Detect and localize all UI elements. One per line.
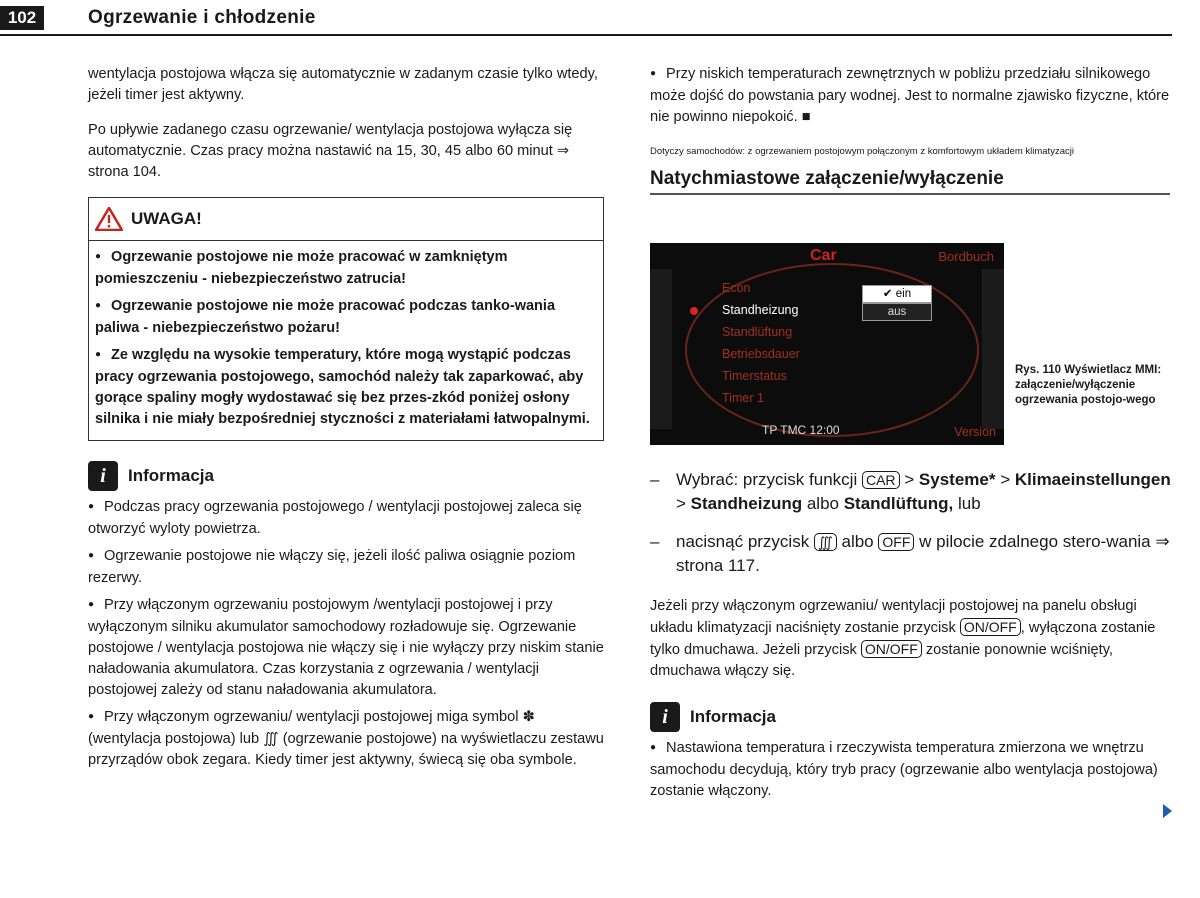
warning-item: ● Ogrzewanie postojowe nie może pracować w zamkniętym pomieszczeniu - niebezpieczeństwo zatrucia! bbox=[95, 247, 597, 290]
warning-item: ● Ogrzewanie postojowe nie może pracować podczas tanko-wania paliwa - niebezpieczeństwo pożaru! bbox=[95, 296, 597, 339]
next-page-arrow-icon bbox=[1163, 804, 1172, 818]
info-title: Informacja bbox=[690, 707, 776, 726]
mmi-option: aus bbox=[862, 303, 932, 321]
chapter-title: Ogrzewanie i chłodzenie bbox=[88, 7, 316, 28]
info-item: ● Przy włączonym ogrzewaniu/ wentylacji postojowej miga symbol ✽ (wentylacja postojowa) lub ∭ (ogrzewanie postojowe) na wyświetlaczu zestawu przyrządów obok zegara. Kiedy timer jest aktywny, świecą się oba symbole. bbox=[88, 707, 604, 771]
mmi-status: TP TMC 12:00 bbox=[762, 423, 840, 437]
display-frame bbox=[650, 269, 672, 429]
info-header bbox=[650, 702, 1172, 732]
warning-item: ● Ze względu na wysokie temperatury, które mogą wystąpić podczas pracy ogrzewania postojowego, samochód należy tak zaparkować, aby gorące spaliny mogły wydostawać się bez przes-zkód poniżej osłony silnika i nie miały bezpośredniej styczności z materiałami łatwopalnymi. bbox=[95, 345, 597, 430]
info-icon: i bbox=[650, 702, 680, 732]
info-icon: i bbox=[88, 461, 118, 491]
mmi-corner-label: Bordbuch bbox=[938, 249, 994, 264]
display-frame bbox=[982, 269, 1004, 429]
right-column bbox=[650, 64, 1170, 195]
mmi-menu-item: Timerstatus bbox=[722, 369, 787, 383]
info-item: ● Podczas pracy ogrzewania postojowego / wentylacji postojowej zaleca się otworzyć wyloty powietrza. bbox=[88, 497, 604, 540]
on-off-key: ON/OFF bbox=[960, 618, 1021, 636]
paragraph: wentylacja postojowa włącza się automatycznie w zadanym czasie tylko wtedy, jeżeli timer jest aktywny. bbox=[88, 66, 598, 103]
page-header bbox=[0, 0, 1172, 36]
page-number: 102 bbox=[0, 6, 44, 30]
off-key: OFF bbox=[878, 533, 914, 551]
on-off-key: ON/OFF bbox=[861, 640, 922, 658]
paragraph: Po upływie zadanego czasu ogrzewanie/ wentylacja postojowa wyłącza się automatycznie. Czas pracy można nastawić na 15, 30, 45 albo 60 minut ⇒ strona 104. bbox=[88, 122, 573, 180]
instruction-step: – Wybrać: przycisk funkcji CAR > Systeme* > Klimaeinstellungen > Standheizung albo Standlüftung, lub bbox=[650, 468, 1172, 516]
info-header bbox=[88, 461, 604, 491]
paragraph: ● Przy niskich temperaturach zewnętrznych w pobliżu przedziału silnikowego może dojść do powstania pary wodnej. Jest to normalne zjawisko fizyczne, które nie powinno niepokoić. ■ bbox=[650, 64, 1170, 128]
warning-header bbox=[89, 198, 603, 241]
mmi-menu-item: Standheizung bbox=[722, 303, 799, 317]
mmi-display-figure bbox=[650, 243, 1004, 445]
mmi-menu-item: Betriebsdauer bbox=[722, 347, 800, 361]
info-item: ● Ogrzewanie postojowe nie włączy się, jeżeli ilość paliwa osiągnie poziom rezerwy. bbox=[88, 546, 604, 589]
warning-icon bbox=[95, 207, 123, 231]
heater-key: ∭ bbox=[814, 533, 837, 551]
info-item: ● Nastawiona temperatura i rzeczywista temperatura zmierzona we wnętrzu samochodu decydują, który tryb pracy (ogrzewanie albo wentylacja postojowa) zostanie włączony. bbox=[650, 738, 1172, 802]
mmi-menu-item: Timer 1 bbox=[722, 391, 764, 405]
applicability-note: Dotyczy samochodów: z ogrzewaniem postojowym połączonym z komfortowym układem klimatyzacji bbox=[650, 146, 1074, 157]
car-key: CAR bbox=[862, 471, 900, 489]
warning-title: UWAGA! bbox=[131, 209, 202, 228]
instructions bbox=[650, 468, 1172, 802]
mmi-title: Car bbox=[810, 247, 837, 264]
mmi-option: ✔ ein bbox=[862, 285, 932, 303]
mmi-version: Version bbox=[954, 425, 996, 439]
paragraph: Jeżeli przy włączonym ogrzewaniu/ wentylacji postojowej na panelu obsługi układu klimatyzacji naciśnięty zostanie przycisk ON/OFF , wyłączona zostanie tylko dmuchawa. Jeżeli przycisk ON/OFF zostanie ponownie wciśnięty, dmuchawa włączy się. bbox=[650, 598, 1156, 679]
section-title: Natychmiastowe załączenie/wyłączenie bbox=[650, 168, 1170, 195]
mmi-title-bar bbox=[650, 243, 1004, 269]
selection-dot bbox=[690, 307, 698, 315]
info-title: Informacja bbox=[128, 466, 214, 485]
warning-box bbox=[88, 197, 604, 441]
mmi-menu-item: Econ bbox=[722, 281, 751, 295]
instruction-step: – nacisnąć przycisk ∭ albo OFF w pilocie zdalnego stero-wania ⇒ strona 117. bbox=[650, 530, 1172, 578]
mmi-menu-item: Standlüftung bbox=[722, 325, 793, 339]
left-column bbox=[88, 64, 604, 771]
figure-caption: Rys. 110 Wyświetlacz MMI: załączenie/wyłączenie ogrzewania postojo-wego bbox=[1015, 364, 1162, 406]
info-item: ● Przy włączonym ogrzewaniu postojowym /wentylacji postojowej i przy wyłączonym silniku akumulator samochodowy rozładowuje się. Ogrzewanie postojowe / wentylacja postojowa nie włączy się i nie wyłączy przy niskim stanie naładowania akumulatora. Czas korzystania z ogrzewania / wentylacji postojowej zależy od stanu naładowania akumulatora. bbox=[88, 595, 604, 701]
